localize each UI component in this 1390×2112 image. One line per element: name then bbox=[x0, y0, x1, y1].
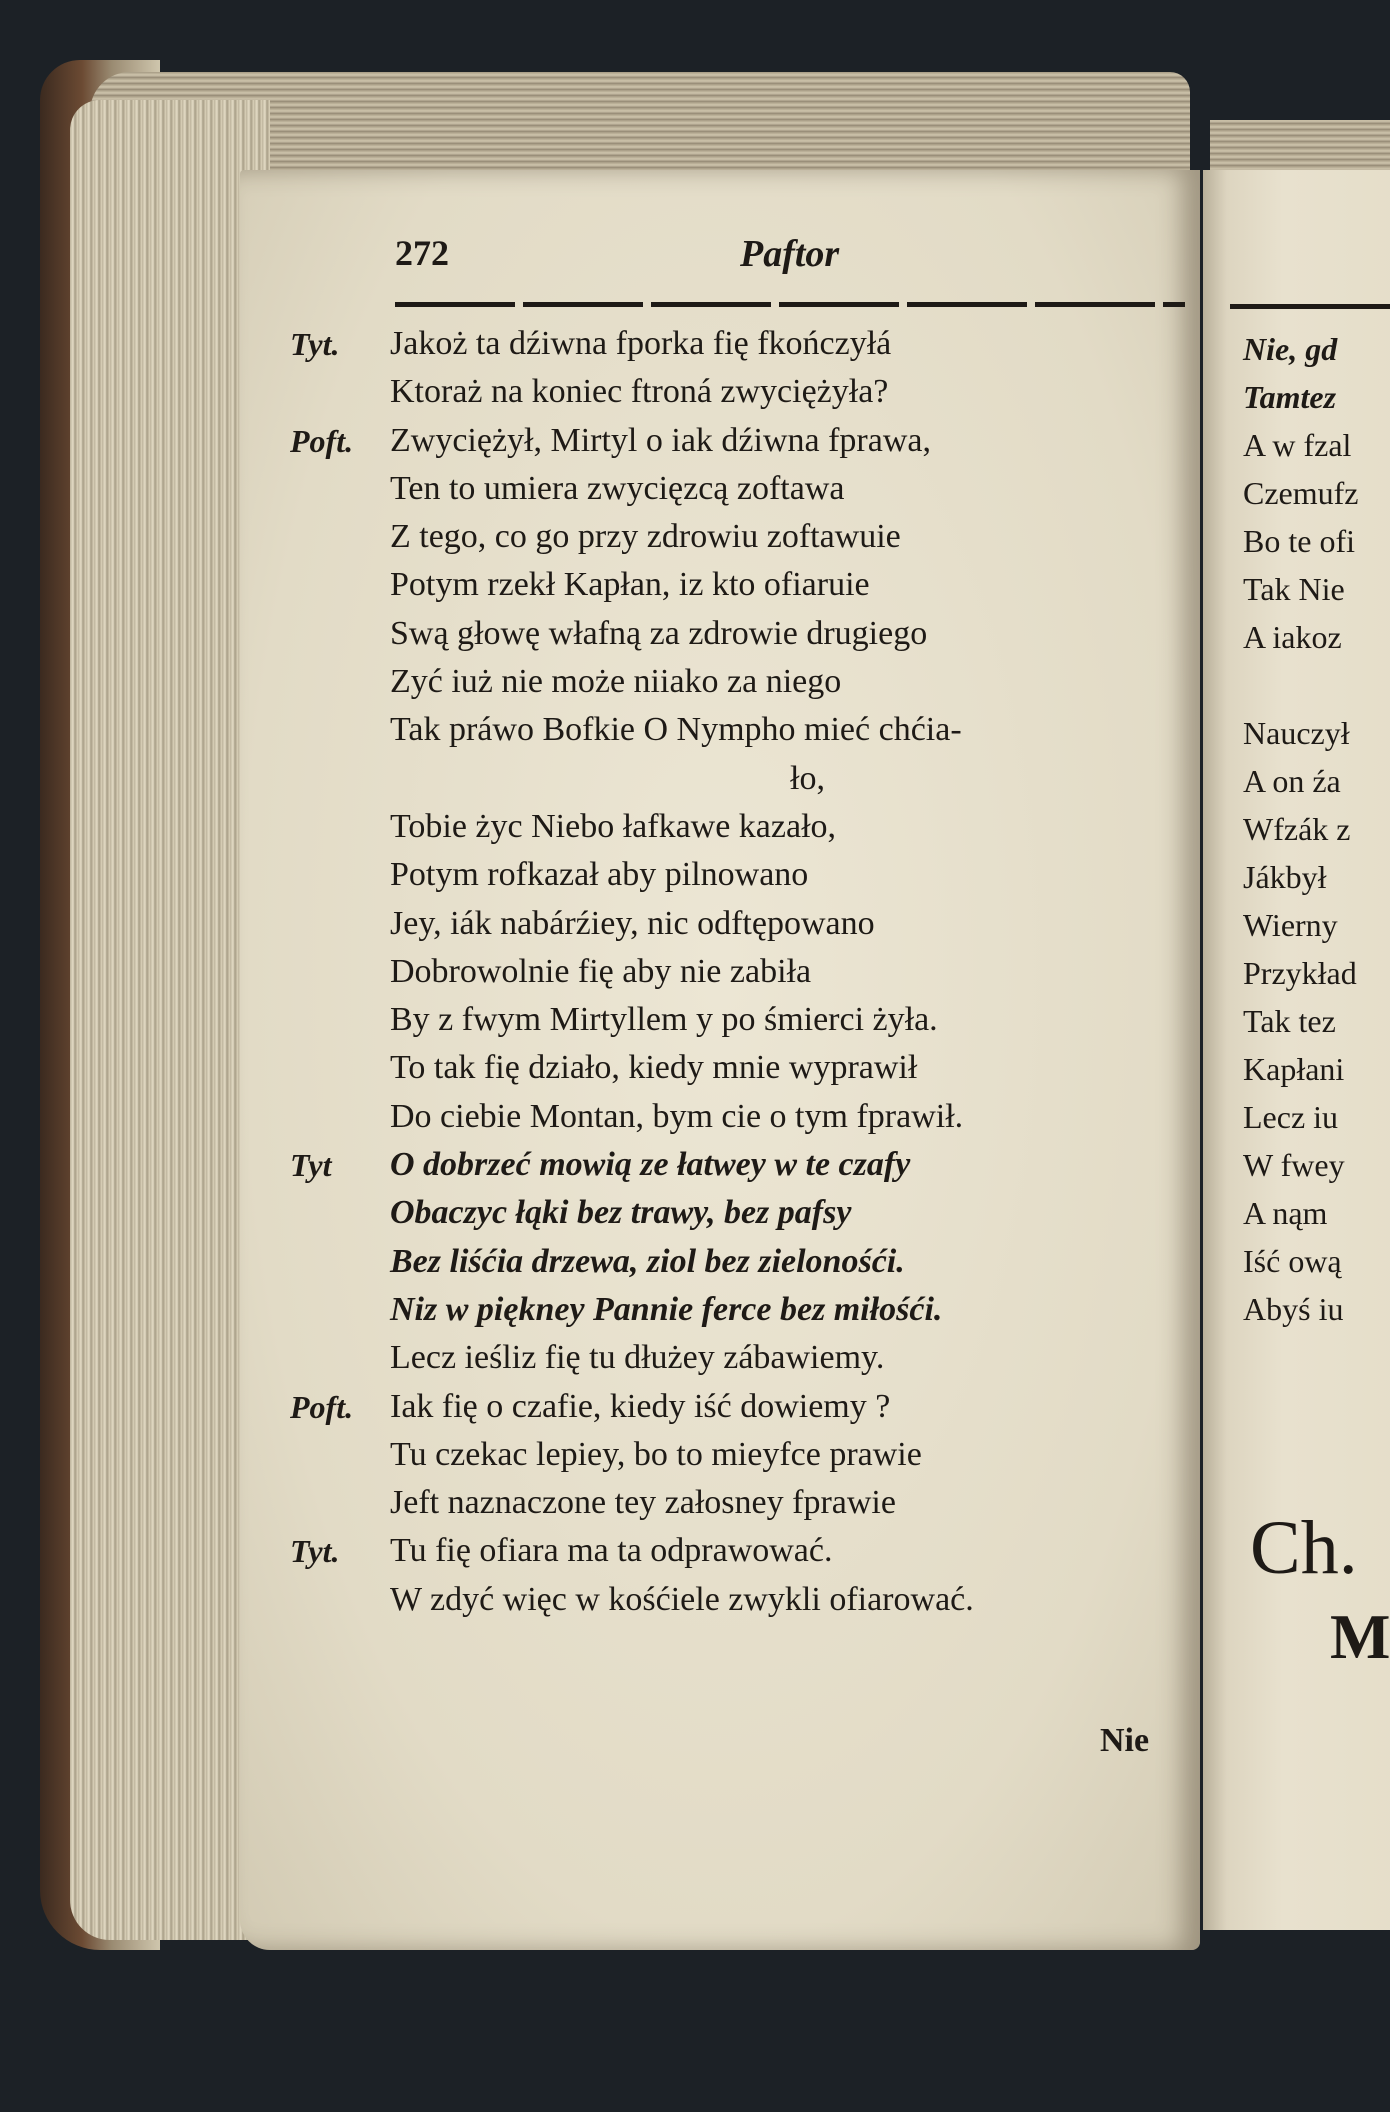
speaker-label: Tyt bbox=[290, 1147, 332, 1184]
verse-line bbox=[290, 706, 1190, 754]
verse-line-text: Dobrowolnie fię aby nie zabiła bbox=[390, 952, 812, 990]
verse-line-text: Tak práwo Bofkie O Nympho mieć chćia- bbox=[390, 711, 962, 749]
speaker-label: Tyt. bbox=[290, 326, 340, 362]
verse-line bbox=[290, 1093, 1190, 1141]
verse-line bbox=[290, 658, 1190, 706]
verse-line-text: W zdyć więc w kośćiele zwykli ofiarować. bbox=[390, 1580, 974, 1618]
right-page-line: A nąm bbox=[1243, 1195, 1328, 1231]
right-page-line: A on źa bbox=[1243, 763, 1341, 799]
right-page-text bbox=[1243, 325, 1359, 1333]
right-page-line: Iść ową bbox=[1243, 1243, 1342, 1279]
right-page-line: W fwey bbox=[1243, 1147, 1345, 1183]
verse-line bbox=[290, 1479, 1190, 1527]
speaker-label: Poft. bbox=[290, 1388, 354, 1425]
right-page-line: Kapłani bbox=[1243, 1051, 1345, 1087]
verse-line bbox=[290, 1334, 1190, 1382]
verse-line bbox=[290, 610, 1190, 658]
verse-line bbox=[290, 320, 1190, 368]
right-page-line: Jákbył bbox=[1243, 859, 1327, 895]
verse-line bbox=[290, 465, 1190, 513]
verse-line-text: Lecz ieśliz fię tu dłużey zábawiemy. bbox=[390, 1339, 885, 1377]
verse-line bbox=[290, 561, 1190, 609]
verse-line-text: To tak fię działo, kiedy mnie wyprawił bbox=[390, 1049, 918, 1087]
verse-line bbox=[290, 948, 1190, 996]
verse-line-text: Potym rofkazał aby pilnowano bbox=[390, 856, 809, 894]
verse-line bbox=[290, 1576, 1190, 1624]
right-page-line: Tak tez bbox=[1243, 1003, 1336, 1039]
verse-line bbox=[290, 900, 1190, 948]
verse-line-text: Jeft naznaczone tey załosney fprawie bbox=[390, 1484, 896, 1522]
right-page-line: Wfzák z bbox=[1243, 811, 1351, 847]
verse-line-text: Jakoż ta dźiwna fporka fię fkończyłá bbox=[390, 325, 892, 362]
verse-line-text: Swą głowę włafną za zdrowie drugiego bbox=[390, 614, 928, 652]
right-page-line: Przykład bbox=[1243, 955, 1357, 991]
verse-line-text: Iak fię o czafie, kiedy iść dowiemy ? bbox=[390, 1387, 891, 1425]
right-page-line: Wierny bbox=[1243, 907, 1338, 943]
right-page-line: Czemufz bbox=[1243, 475, 1359, 511]
verse-line bbox=[290, 368, 1190, 416]
catchword: Nie bbox=[1100, 1722, 1150, 1759]
verse-line-text: Niz w piękney Pannie ferce bez miłośći. bbox=[390, 1290, 943, 1328]
speaker-label: Tyt. bbox=[290, 1533, 340, 1570]
verse-line bbox=[290, 1286, 1190, 1334]
page-header bbox=[395, 232, 1175, 292]
chapter-heading: Ch. bbox=[1250, 1506, 1358, 1590]
page-number: 272 bbox=[395, 233, 449, 273]
right-page-line: A w fzal bbox=[1243, 427, 1352, 463]
right-page-line: Tamtez bbox=[1243, 379, 1337, 415]
right-page-line: A iakoz bbox=[1243, 619, 1342, 655]
verse-line-text: Zyć iuż nie może niiako za niego bbox=[390, 663, 842, 701]
verse-line-text: Ktoraż na koniec ftroná zwyciężyła? bbox=[390, 373, 889, 411]
verse-line bbox=[290, 513, 1190, 561]
speaker-label: Poft. bbox=[290, 422, 354, 459]
verse-line-text: ło, bbox=[790, 759, 825, 797]
right-page-line: Abyś iu bbox=[1243, 1291, 1344, 1327]
verse-line-text: Tobie życ Niebo łafkawe kazało, bbox=[390, 807, 837, 845]
right-page-line: Lecz iu bbox=[1243, 1099, 1339, 1135]
chapter-letter: M bbox=[1330, 1601, 1390, 1672]
verse-line-text: Tu fię ofiara ma ta odprawować. bbox=[390, 1532, 833, 1570]
right-page-rule bbox=[1230, 304, 1390, 309]
verse-line-text: Obaczyc łąki bez trawy, bez pafsy bbox=[390, 1194, 852, 1232]
verse-line bbox=[290, 1527, 1190, 1575]
verse-line bbox=[290, 1189, 1190, 1237]
right-page-line: Nie, gd bbox=[1243, 331, 1338, 367]
header-rule bbox=[395, 302, 1185, 307]
right-page-line bbox=[1243, 661, 1359, 709]
verse-line bbox=[290, 996, 1190, 1044]
verse-line-text: Z tego, co go przy zdrowiu zoftawuie bbox=[390, 518, 901, 556]
verse-line-text: Jey, iák nabárźiey, nic odftępowano bbox=[390, 904, 875, 942]
right-page-line: Bo te ofi bbox=[1243, 523, 1355, 559]
verse-line bbox=[290, 1141, 1190, 1189]
verse-line-text: Do ciebie Montan, bym cie o tym fprawił. bbox=[390, 1097, 964, 1135]
verse-line bbox=[290, 1383, 1190, 1431]
verse-line bbox=[290, 755, 1190, 803]
right-page-line: Tak Nie bbox=[1243, 571, 1345, 607]
verse-line-text: Ten to umiera zwycięzcą zoftawa bbox=[390, 469, 845, 507]
verse-line-text: Potym rzekł Kapłan, iz kto ofiaruie bbox=[390, 566, 870, 604]
verse-line-text: Tu czekac lepiey, bo to mieyfce prawie bbox=[390, 1435, 922, 1473]
right-page-line: Nauczył bbox=[1243, 715, 1350, 751]
verse-line-text: By z fwym Mirtyllem y po śmierci żyła. bbox=[390, 1001, 938, 1039]
running-head: Paftor bbox=[740, 233, 840, 275]
verse-line-text: O dobrzeć mowią ze łatwey w te czafy bbox=[390, 1146, 911, 1184]
verse-line-text: Zwyciężył, Mirtyl o iak dźiwna fprawa, bbox=[390, 421, 931, 459]
verse-line bbox=[290, 417, 1190, 465]
verse-line-text: Bez liśćia drzewa, ziol bez zielonośći. bbox=[390, 1242, 905, 1280]
verse-line bbox=[290, 1238, 1190, 1286]
verse-line bbox=[290, 851, 1190, 899]
verse-line bbox=[290, 1431, 1190, 1479]
verse-line bbox=[290, 803, 1190, 851]
verse-line bbox=[290, 1044, 1190, 1092]
verse-text bbox=[290, 320, 1190, 1624]
